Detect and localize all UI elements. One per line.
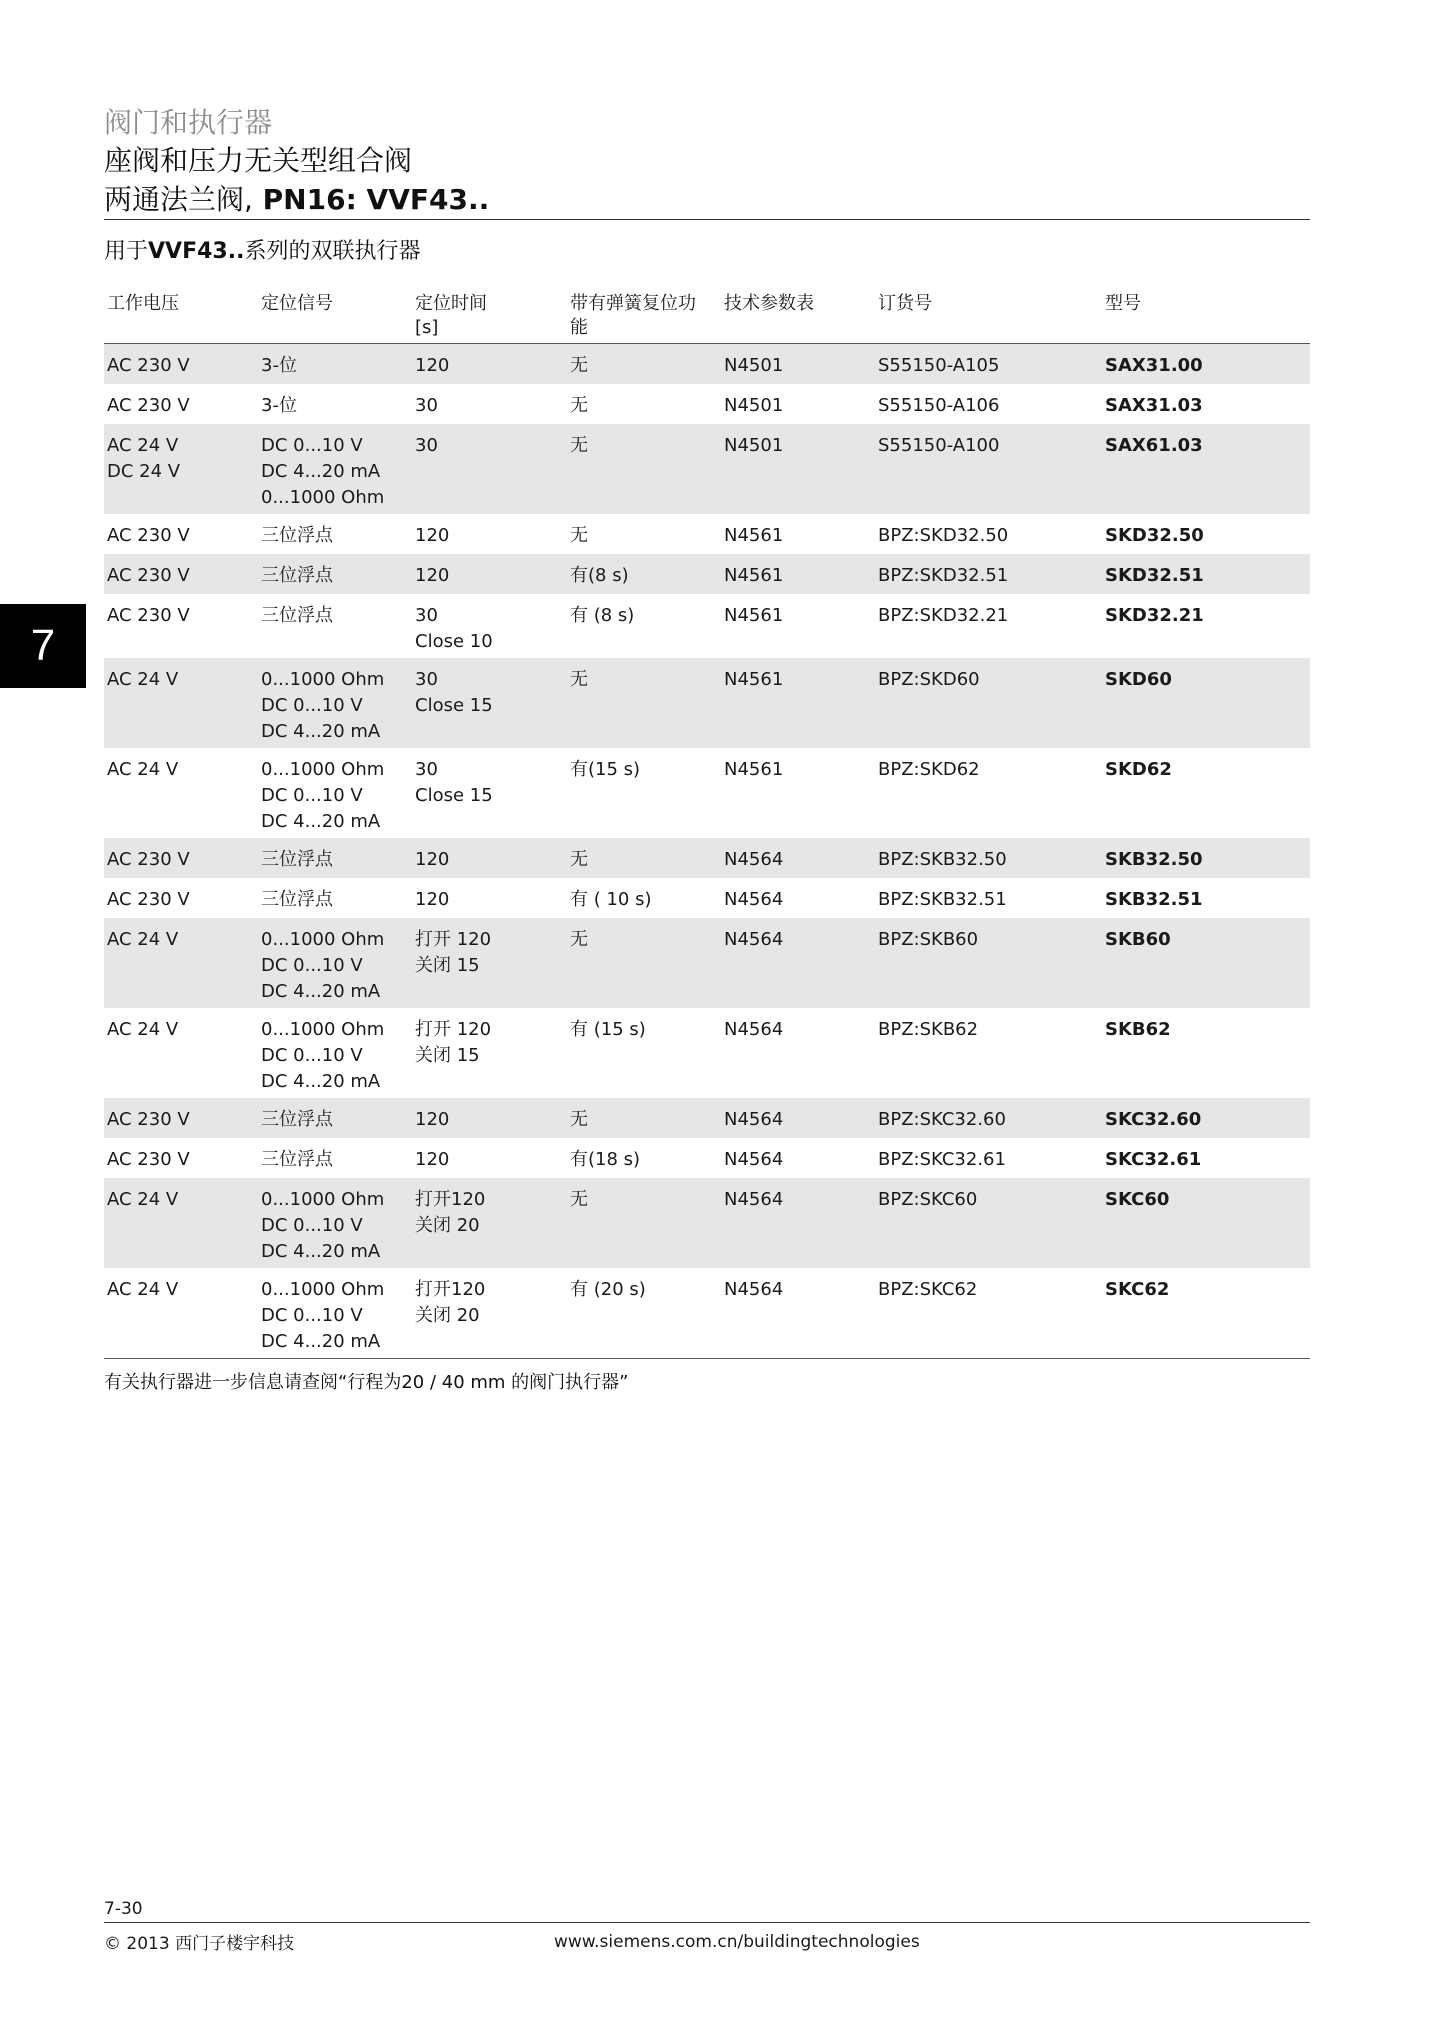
table-row (104, 918, 1310, 1008)
cell-order (875, 918, 1102, 1008)
cell-text: DC 0...10 V (261, 955, 363, 976)
cell-datasheet (721, 1098, 875, 1138)
cell-text: N4501 (724, 435, 784, 456)
cell-text: 三位浮点 (261, 889, 333, 910)
cell-time (412, 838, 567, 878)
cell-order (875, 658, 1102, 748)
cell-text: BPZ:SKD60 (878, 669, 980, 690)
cell-type (1102, 658, 1310, 748)
cell-type (1102, 1178, 1310, 1268)
cell-datasheet (721, 918, 875, 1008)
table-row (104, 1138, 1310, 1178)
cell-type (1102, 384, 1310, 424)
cell-text: BPZ:SKD62 (878, 759, 980, 780)
cell-text: N4564 (724, 1109, 784, 1130)
cell-time (412, 514, 567, 554)
cell-text: 120 (415, 355, 450, 376)
table-row (104, 838, 1310, 878)
cell-text: 0...1000 Ohm (261, 759, 385, 780)
cell-order (875, 748, 1102, 838)
cell-signal (258, 1268, 412, 1358)
cell-voltage (104, 1268, 258, 1358)
table-row (104, 658, 1310, 748)
cell-text: DC 0...10 V (261, 785, 363, 806)
cell-time (412, 748, 567, 838)
cell-text: N4564 (724, 889, 784, 910)
cell-text: N4564 (724, 929, 784, 950)
cell-spring (567, 514, 721, 554)
model-title-cn: 两通法兰阀, (104, 183, 253, 216)
cell-datasheet (721, 344, 875, 384)
chapter-tab: 7 (0, 604, 86, 688)
footer-divider (104, 1922, 1310, 1923)
copyright: © 2013 西门子楼宇科技 (104, 1934, 295, 1954)
cell-signal (258, 838, 412, 878)
cell-text: DC 4...20 mA (261, 1241, 381, 1262)
cell-text: 有(15 s) (570, 759, 641, 780)
cell-text: AC 230 V (107, 849, 190, 870)
cell-type (1102, 878, 1310, 918)
cell-voltage (104, 424, 258, 514)
cell-text: N4561 (724, 669, 784, 690)
cell-text: DC 4...20 mA (261, 721, 381, 742)
cell-type (1102, 554, 1310, 594)
cell-text: AC 230 V (107, 889, 190, 910)
cell-text: N4564 (724, 1279, 784, 1300)
cell-text: S55150-A100 (878, 435, 1000, 456)
cell-signal (258, 878, 412, 918)
cell-datasheet (721, 384, 875, 424)
cell-text: 关闭 15 (415, 955, 480, 976)
cell-type (1102, 424, 1310, 514)
cell-spring (567, 878, 721, 918)
cell-text: 无 (570, 1189, 588, 1210)
cell-voltage (104, 878, 258, 918)
cell-time (412, 918, 567, 1008)
cell-text: N4564 (724, 849, 784, 870)
cell-text: 打开 120 (415, 929, 492, 950)
cell-text: AC 24 V (107, 1019, 179, 1040)
cell-type (1102, 1138, 1310, 1178)
header-text: 订货号 (878, 293, 932, 314)
cell-text: N4564 (724, 1189, 784, 1210)
cell-text: SKD32.51 (1105, 565, 1204, 586)
cell-spring (567, 554, 721, 594)
cell-time (412, 1138, 567, 1178)
cell-text: SKB62 (1105, 1019, 1171, 1040)
cell-text: Close 15 (415, 785, 493, 806)
cell-text: SAX61.03 (1105, 435, 1203, 456)
table-row (104, 1178, 1310, 1268)
cell-order (875, 838, 1102, 878)
cell-text: DC 24 V (107, 461, 181, 482)
header-text: 定位信号 (261, 293, 333, 314)
cell-text: 无 (570, 929, 588, 950)
actuator-table (104, 290, 1310, 1359)
table-row (104, 424, 1310, 514)
section-title-prefix: 用于 (104, 239, 149, 264)
cell-text: 0...1000 Ohm (261, 487, 385, 508)
cell-type (1102, 748, 1310, 838)
cell-text: 打开120 (415, 1279, 486, 1300)
cell-datasheet (721, 594, 875, 658)
cell-text: S55150-A105 (878, 355, 1000, 376)
header-signal (258, 290, 412, 343)
cell-text: DC 0...10 V (261, 1215, 363, 1236)
cell-type (1102, 1098, 1310, 1138)
cell-text: 关闭 15 (415, 1045, 480, 1066)
cell-text: AC 230 V (107, 1109, 190, 1130)
cell-datasheet (721, 658, 875, 748)
cell-text: SAX31.03 (1105, 395, 1203, 416)
cell-text: AC 24 V (107, 759, 179, 780)
cell-type (1102, 1008, 1310, 1098)
cell-text: SKC32.61 (1105, 1149, 1202, 1170)
cell-signal (258, 1138, 412, 1178)
cell-text: 30 (415, 605, 438, 626)
cell-text: 无 (570, 525, 588, 546)
model-title (104, 180, 1310, 220)
header-text: [s] (415, 317, 439, 338)
cell-datasheet (721, 1138, 875, 1178)
cell-spring (567, 1008, 721, 1098)
cell-text: N4564 (724, 1149, 784, 1170)
cell-text: SKC62 (1105, 1279, 1170, 1300)
cell-time (412, 658, 567, 748)
cell-text: 120 (415, 1149, 450, 1170)
cell-text: AC 24 V (107, 669, 179, 690)
cell-order (875, 878, 1102, 918)
cell-text: 三位浮点 (261, 1149, 333, 1170)
cell-text: DC 4...20 mA (261, 981, 381, 1002)
cell-time (412, 878, 567, 918)
cell-text: 3-位 (261, 395, 297, 416)
cell-text: N4564 (724, 1019, 784, 1040)
cell-text: N4561 (724, 565, 784, 586)
cell-voltage (104, 344, 258, 384)
cell-time (412, 344, 567, 384)
cell-order (875, 1098, 1102, 1138)
cell-text: SKD60 (1105, 669, 1172, 690)
cell-time (412, 424, 567, 514)
cell-text: 0...1000 Ohm (261, 669, 385, 690)
cell-signal (258, 554, 412, 594)
cell-text: 120 (415, 525, 450, 546)
cell-text: AC 230 V (107, 565, 190, 586)
cell-voltage (104, 918, 258, 1008)
cell-spring (567, 594, 721, 658)
cell-text: BPZ:SKC32.61 (878, 1149, 1006, 1170)
cell-text: 3-位 (261, 355, 297, 376)
cell-text: 三位浮点 (261, 525, 333, 546)
cell-text: 无 (570, 849, 588, 870)
cell-datasheet (721, 424, 875, 514)
cell-text: SKC60 (1105, 1189, 1170, 1210)
table-bottom-rule (104, 1358, 1310, 1359)
cell-text: AC 230 V (107, 525, 190, 546)
cell-order (875, 1008, 1102, 1098)
cell-voltage (104, 748, 258, 838)
cell-text: 打开120 (415, 1189, 486, 1210)
cell-voltage (104, 1178, 258, 1268)
cell-text: 有 (20 s) (570, 1279, 646, 1300)
cell-text: 120 (415, 849, 450, 870)
cell-text: N4561 (724, 759, 784, 780)
cell-datasheet (721, 748, 875, 838)
cell-text: 关闭 20 (415, 1215, 480, 1236)
cell-type (1102, 918, 1310, 1008)
header-voltage (104, 290, 258, 343)
header-divider (104, 219, 1310, 220)
header-text: 型号 (1105, 293, 1141, 314)
table-row (104, 878, 1310, 918)
cell-text: BPZ:SKB32.51 (878, 889, 1007, 910)
cell-text: 0...1000 Ohm (261, 929, 385, 950)
cell-voltage (104, 1008, 258, 1098)
cell-text: AC 230 V (107, 1149, 190, 1170)
header-text: 定位时间 (415, 293, 487, 314)
cell-text: 0...1000 Ohm (261, 1279, 385, 1300)
section-title (104, 236, 420, 268)
cell-datasheet (721, 838, 875, 878)
cell-datasheet (721, 554, 875, 594)
cell-text: 有 (8 s) (570, 605, 635, 626)
header-time (412, 290, 567, 343)
cell-spring (567, 424, 721, 514)
cell-signal (258, 384, 412, 424)
cell-type (1102, 838, 1310, 878)
header-order (875, 290, 1102, 343)
cell-text: BPZ:SKD32.51 (878, 565, 1009, 586)
cell-text: DC 0...10 V (261, 435, 363, 456)
page-header (104, 104, 1310, 220)
cell-datasheet (721, 514, 875, 554)
cell-text: 30 (415, 759, 438, 780)
cell-text: AC 230 V (107, 395, 190, 416)
header-type (1102, 290, 1310, 343)
cell-text: 30 (415, 395, 438, 416)
cell-text: AC 24 V (107, 435, 179, 456)
website-link[interactable]: www.siemens.com.cn/buildingtechnologies (554, 1932, 920, 1952)
cell-text: DC 4...20 mA (261, 461, 381, 482)
cell-order (875, 554, 1102, 594)
cell-text: 关闭 20 (415, 1305, 480, 1326)
cell-text: Close 15 (415, 695, 493, 716)
cell-text: 120 (415, 889, 450, 910)
cell-text: SKC32.60 (1105, 1109, 1202, 1130)
cell-text: AC 24 V (107, 1189, 179, 1210)
cell-type (1102, 1268, 1310, 1358)
cell-text: 无 (570, 435, 588, 456)
cell-voltage (104, 838, 258, 878)
cell-order (875, 594, 1102, 658)
cell-text: 三位浮点 (261, 1109, 333, 1130)
category-title: 阀门和执行器 (104, 106, 273, 139)
cell-datasheet (721, 1178, 875, 1268)
cell-text: 打开 120 (415, 1019, 492, 1040)
cell-voltage (104, 1138, 258, 1178)
cell-text: BPZ:SKD32.21 (878, 605, 1009, 626)
cell-text: 0...1000 Ohm (261, 1189, 385, 1210)
cell-datasheet (721, 878, 875, 918)
cell-signal (258, 918, 412, 1008)
product-subtitle: 座阀和压力无关型组合阀 (104, 144, 413, 177)
cell-signal (258, 344, 412, 384)
cell-time (412, 594, 567, 658)
table-row (104, 594, 1310, 658)
cell-signal (258, 658, 412, 748)
cell-text: BPZ:SKB60 (878, 929, 979, 950)
cell-text: 有 ( 10 s) (570, 889, 652, 910)
cell-order (875, 1268, 1102, 1358)
cell-spring (567, 918, 721, 1008)
table-row (104, 514, 1310, 554)
cell-text: 无 (570, 355, 588, 376)
cell-signal (258, 514, 412, 554)
cell-text: 30 (415, 435, 438, 456)
cell-text: S55150-A106 (878, 395, 1000, 416)
cell-text: AC 230 V (107, 605, 190, 626)
cell-text: 30 (415, 669, 438, 690)
cell-text: 120 (415, 1109, 450, 1130)
cell-spring (567, 1098, 721, 1138)
cell-text: SKD62 (1105, 759, 1172, 780)
table-body (104, 344, 1310, 1358)
cell-text: 无 (570, 1109, 588, 1130)
cell-spring (567, 1178, 721, 1268)
cell-datasheet (721, 1008, 875, 1098)
cell-voltage (104, 594, 258, 658)
cell-text: 有 (15 s) (570, 1019, 646, 1040)
cell-text: 有(18 s) (570, 1149, 641, 1170)
cell-text: DC 0...10 V (261, 1045, 363, 1066)
page-number: 7-30 (104, 1899, 143, 1919)
cell-text: 0...1000 Ohm (261, 1019, 385, 1040)
cell-signal (258, 594, 412, 658)
header-text: 工作电压 (107, 293, 179, 314)
cell-text: SKD32.21 (1105, 605, 1204, 626)
cell-voltage (104, 1098, 258, 1138)
cell-order (875, 344, 1102, 384)
cell-text: AC 24 V (107, 1279, 179, 1300)
table-row (104, 384, 1310, 424)
cell-text: 无 (570, 395, 588, 416)
cell-voltage (104, 554, 258, 594)
cell-text: BPZ:SKB32.50 (878, 849, 1007, 870)
cell-text: 三位浮点 (261, 849, 333, 870)
cell-order (875, 384, 1102, 424)
cell-spring (567, 1138, 721, 1178)
cell-signal (258, 1008, 412, 1098)
cell-order (875, 424, 1102, 514)
table-row (104, 1098, 1310, 1138)
cell-text: Close 10 (415, 631, 493, 652)
cell-text: DC 4...20 mA (261, 1071, 381, 1092)
cell-text: SAX31.00 (1105, 355, 1203, 376)
cell-text: N4561 (724, 605, 784, 626)
cell-spring (567, 658, 721, 748)
cell-type (1102, 594, 1310, 658)
cell-voltage (104, 514, 258, 554)
cell-signal (258, 748, 412, 838)
cell-voltage (104, 384, 258, 424)
cell-text: DC 0...10 V (261, 1305, 363, 1326)
table-row (104, 344, 1310, 384)
header-text: 能 (570, 317, 588, 338)
cell-order (875, 514, 1102, 554)
cell-text: 无 (570, 669, 588, 690)
cell-text: AC 230 V (107, 355, 190, 376)
cell-type (1102, 344, 1310, 384)
cell-text: BPZ:SKC62 (878, 1279, 978, 1300)
cell-signal (258, 424, 412, 514)
cell-text: N4501 (724, 395, 784, 416)
cell-datasheet (721, 1268, 875, 1358)
section-title-series: VVF43.. (148, 239, 245, 264)
cell-time (412, 1268, 567, 1358)
cell-text: SKB32.51 (1105, 889, 1203, 910)
cell-text: 三位浮点 (261, 565, 333, 586)
section-title-suffix: 系列的双联执行器 (244, 239, 421, 264)
cell-text: N4561 (724, 525, 784, 546)
cell-text: BPZ:SKC32.60 (878, 1109, 1006, 1130)
cell-time (412, 384, 567, 424)
header-spring (567, 290, 721, 343)
cell-order (875, 1178, 1102, 1268)
cell-spring (567, 344, 721, 384)
cell-text: DC 0...10 V (261, 695, 363, 716)
cell-text: 三位浮点 (261, 605, 333, 626)
cell-text: SKB60 (1105, 929, 1171, 950)
cell-time (412, 1098, 567, 1138)
header-text: 带有弹簧复位功 (570, 293, 696, 314)
cell-spring (567, 1268, 721, 1358)
cell-text: AC 24 V (107, 929, 179, 950)
footnote: 有关执行器进一步信息请查阅“行程为20 / 40 mm 的阀门执行器” (104, 1372, 629, 1393)
cell-text: N4501 (724, 355, 784, 376)
cell-time (412, 1178, 567, 1268)
cell-time (412, 554, 567, 594)
cell-text: DC 4...20 mA (261, 1331, 381, 1352)
cell-signal (258, 1178, 412, 1268)
cell-voltage (104, 658, 258, 748)
cell-text: SKD32.50 (1105, 525, 1204, 546)
header-datasheet (721, 290, 875, 343)
table-row (104, 554, 1310, 594)
cell-spring (567, 838, 721, 878)
model-title-en: PN16: VVF43.. (252, 183, 490, 216)
header-text: 技术参数表 (724, 293, 814, 314)
cell-order (875, 1138, 1102, 1178)
cell-signal (258, 1098, 412, 1138)
table-header (104, 290, 1310, 344)
table-row (104, 1268, 1310, 1358)
table-row (104, 1008, 1310, 1098)
cell-spring (567, 748, 721, 838)
cell-time (412, 1008, 567, 1098)
cell-text: BPZ:SKB62 (878, 1019, 979, 1040)
cell-text: 120 (415, 565, 450, 586)
cell-type (1102, 514, 1310, 554)
cell-text: DC 4...20 mA (261, 811, 381, 832)
cell-text: BPZ:SKC60 (878, 1189, 978, 1210)
table-row (104, 748, 1310, 838)
cell-text: SKB32.50 (1105, 849, 1203, 870)
cell-spring (567, 384, 721, 424)
cell-text: 有(8 s) (570, 565, 629, 586)
cell-text: BPZ:SKD32.50 (878, 525, 1009, 546)
